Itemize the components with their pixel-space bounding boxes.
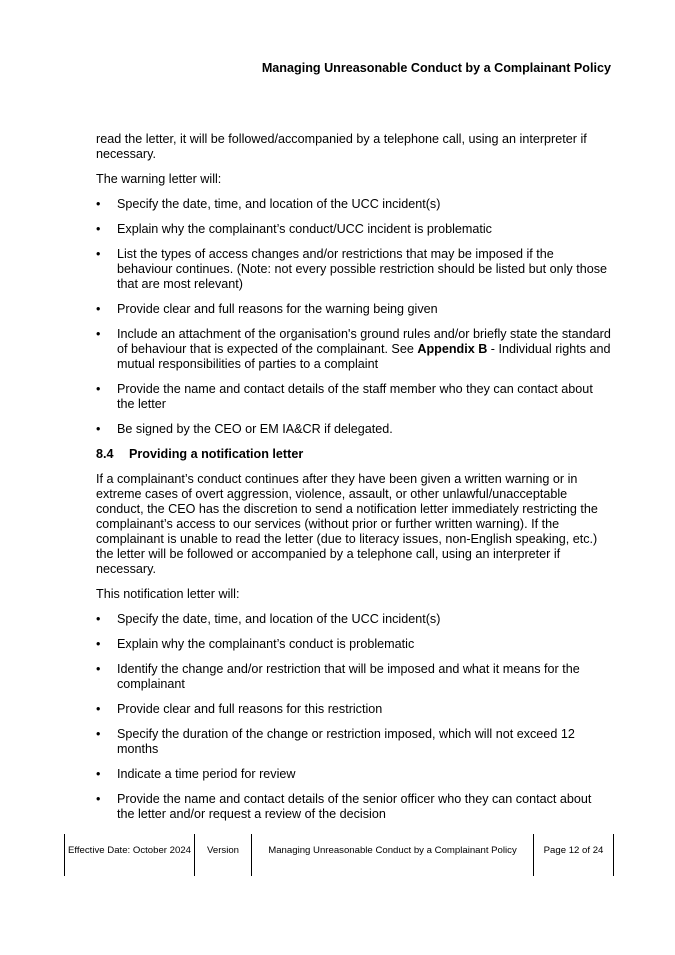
bullet-icon: •: [96, 727, 101, 741]
list-item: • Provide the name and contact details of the senior officer who they can contact about the letter and/or request a review of the decision: [96, 792, 592, 821]
appendix-reference: Appendix B: [417, 342, 488, 356]
notification-letter-intro: This notification letter will:: [96, 587, 240, 601]
footer-page-number: Page 12 of 24: [533, 834, 613, 876]
list-item: • Provide the name and contact details of the staff member who they can contact about the letter: [96, 382, 593, 411]
list-item: • Specify the duration of the change or restriction imposed, which will not exceed 12 months: [96, 727, 575, 756]
bullet-icon: •: [96, 767, 101, 781]
list-item: • Include an attachment of the organisation's ground rules and/or briefly state the standard of behaviour that is expected of the complainant. See Appendix B - Individual rights and mutual responsibilities of parties to a complaint: [96, 327, 611, 371]
list-item: • Explain why the complainant’s conduct is problematic: [96, 637, 415, 651]
footer-policy-title: Managing Unreasonable Conduct by a Complainant Policy: [251, 834, 533, 876]
bullet-icon: •: [96, 662, 101, 676]
notification-paragraph: If a complainant’s conduct continues after they have been given a written warning or in extreme cases of overt aggression, violence, assault, or other unlawful/unacceptable conduct, the CEO has the discretion to send a notification letter immediately restricting the complainant’s access to our services (without prior or further written warning). If the complainant is unable to read the letter (due to literacy issues, non-English speaking, etc.) the letter will be followed or accompanied by a telephone call, using an interpreter if necessary.: [96, 472, 598, 576]
page-header-title: Managing Unreasonable Conduct by a Complainant Policy: [261, 61, 611, 75]
bullet-icon: •: [96, 382, 101, 396]
list-item: • List the types of access changes and/or restrictions that may be imposed if the behaviour continues. (Note: not every possible restriction should be listed but only those that are most relevant): [96, 247, 608, 291]
bullet-icon: •: [96, 702, 101, 716]
bullet-icon: •: [96, 222, 101, 236]
list-item: • Indicate a time period for review: [96, 767, 296, 781]
bullet-icon: •: [96, 247, 101, 261]
bullet-icon: •: [96, 197, 101, 211]
bullet-icon: •: [96, 612, 101, 626]
list-item: • Be signed by the CEO or EM IA&CR if delegated.: [96, 422, 393, 436]
list-item: • Explain why the complainant’s conduct/UCC incident is problematic: [96, 222, 492, 236]
bullet-icon: •: [96, 302, 101, 316]
section-heading: [96, 447, 612, 462]
warning-letter-list: [96, 197, 612, 437]
section-title: Providing a notification letter: [129, 447, 304, 461]
page-footer: [64, 834, 614, 876]
footer-effective-date: Effective Date: October 2024: [67, 845, 191, 856]
warning-letter-intro: The warning letter will:: [96, 172, 222, 186]
list-item: • Provide clear and full reasons for this restriction: [96, 702, 383, 716]
bullet-icon: •: [96, 792, 101, 806]
section-number: 8.4: [96, 447, 114, 461]
list-item: • Specify the date, time, and location of the UCC incident(s): [96, 197, 441, 211]
document-body: [96, 132, 612, 832]
list-item: • Provide clear and full reasons for the warning being given: [96, 302, 438, 316]
bullet-icon: •: [96, 422, 101, 436]
bullet-icon: •: [96, 637, 101, 651]
footer-version: Version: [194, 834, 251, 876]
list-item: • Identify the change and/or restriction that will be imposed and what it means for the complainant: [96, 662, 580, 691]
list-item: • Specify the date, time, and location of the UCC incident(s): [96, 612, 441, 626]
bullet-icon: •: [96, 327, 101, 341]
notification-letter-list: [96, 612, 612, 822]
paragraph-continuation: read the letter, it will be followed/accompanied by a telephone call, using an interpreter if necessary.: [96, 132, 587, 161]
